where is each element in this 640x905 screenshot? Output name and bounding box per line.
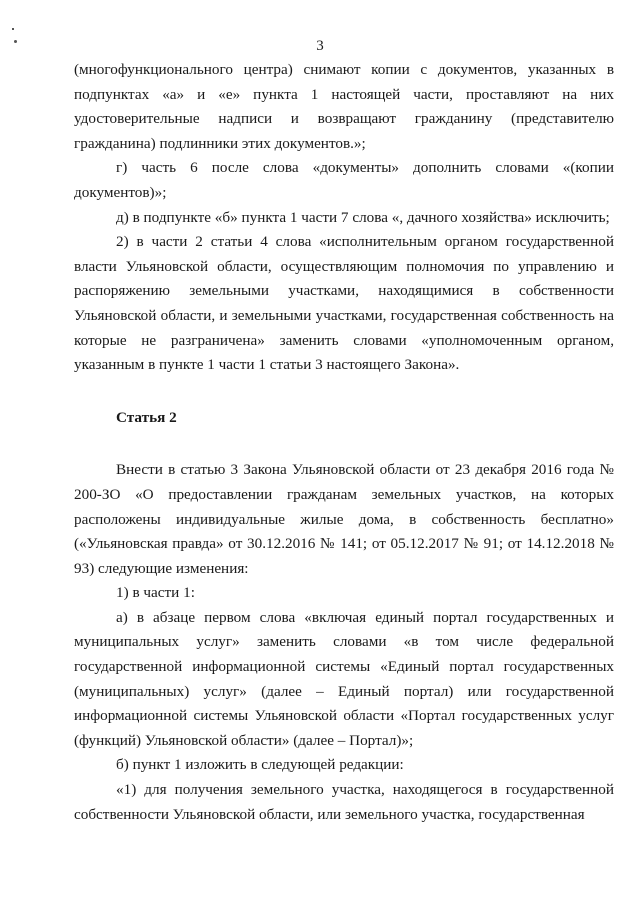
- paragraph-item-2: 2) в части 2 статьи 4 слова «исполнительным органом государственной власти Ульяновской области, осуществляющим полномочия по управлению и распоряжению земельными участками, находящимися в собственности Ульяновской области, и земельными участками, государственная собственность на которые не разграничена» заменить словами «уполномоченным органом, указанным в пункте 1 части 1 статьи 3 настоящего Закона».: [74, 233, 614, 374]
- scan-mark-top: [12, 28, 14, 30]
- paragraph-continuation: (многофункционального центра) снимают копии с документов, указанных в подпунктах «а» и «е» пункта 1 настоящей части, проставляют на них удостоверительные надписи и возвращают гражданину (представителю гражданина) подлинники этих документов.»;: [74, 61, 614, 152]
- paragraph-item-g: г) часть 6 после слова «документы» дополнить словами «(копии документов)»;: [74, 159, 614, 201]
- page-number: 3: [316, 38, 324, 54]
- article-heading: Статья 2: [116, 408, 177, 426]
- paragraph-item-a: а) в абзаце первом слова «включая единый портал государственных и муниципальных услуг» заменить словами «в том числе федеральной государственной информационной системы «Единый портал государственных (муниципальных) услуг» (далее – Единый портал) или государственной информационной системы Ульяновской области «Портал государственных услуг (функций) Ульяновской области» (далее – Портал)»;: [74, 608, 614, 749]
- document-body: [74, 58, 614, 827]
- paragraph-item-b: б) пункт 1 изложить в следующей редакции:: [116, 756, 404, 774]
- paragraph-item-d: д) в подпункте «б» пункта 1 части 7 слова «, дачного хозяйства» исключить;: [116, 208, 610, 226]
- paragraph-article-intro: Внести в статью 3 Закона Ульяновской области от 23 декабря 2016 года № 200-ЗО «О предоставлении гражданам земельных участков, на которых расположены индивидуальные жилые дома, в собственность бесплатно» («Ульяновская правда» от 30.12.2016 № 141; от 05.12.2017 № 91; от 14.12.2018 № 93) следующие изменения:: [74, 461, 614, 577]
- paragraph-part-1: 1) в части 1:: [116, 584, 195, 602]
- paragraph-quote-1: «1) для получения земельного участка, находящегося в государственной собственности Ульяновской области, или земельного участка, государственная: [74, 781, 614, 823]
